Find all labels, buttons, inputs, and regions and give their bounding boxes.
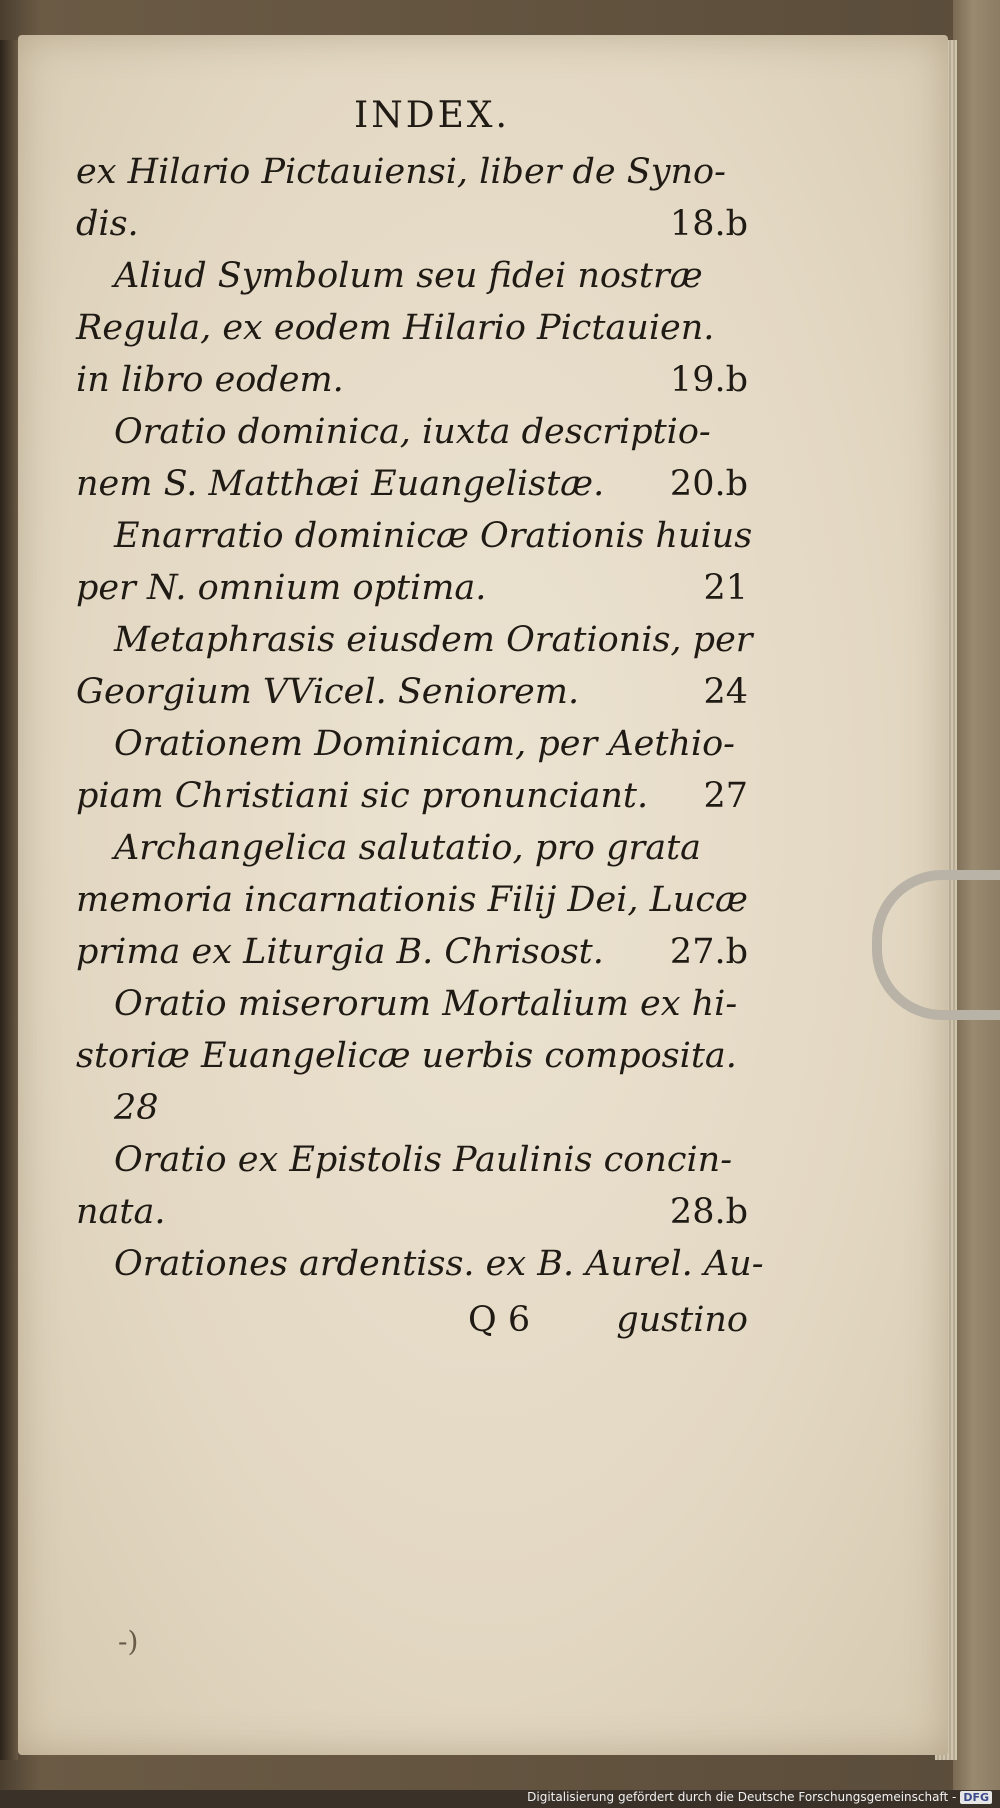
index-line bbox=[76, 250, 748, 302]
margin-mark: -) bbox=[118, 1625, 139, 1658]
index-line bbox=[76, 458, 748, 510]
index-line bbox=[76, 770, 748, 822]
index-text bbox=[76, 90, 764, 1354]
index-line bbox=[76, 666, 748, 718]
folio-reference: 18.b bbox=[669, 204, 748, 244]
index-line-text: per N. omnium optima. bbox=[76, 568, 487, 608]
page-foot bbox=[76, 1294, 748, 1354]
index-line-text: nata. bbox=[76, 1192, 166, 1232]
book-page bbox=[18, 35, 948, 1755]
index-line-text: nem S. Matthæi Euangelistæ. bbox=[76, 464, 605, 504]
index-line bbox=[76, 1238, 764, 1290]
index-line-text: Regula, ex eodem Hilario Pictauien. bbox=[76, 308, 715, 348]
binding bbox=[0, 40, 18, 1760]
index-lines bbox=[76, 146, 764, 1290]
signature-mark: Q 6 bbox=[468, 1300, 531, 1340]
index-line-text: memoria incarnationis Filij Dei, Lucæ bbox=[76, 880, 748, 920]
catchword: gustino bbox=[616, 1300, 748, 1340]
index-line bbox=[76, 302, 748, 354]
index-line-text: Oratio ex Epistolis Paulinis concin- bbox=[114, 1140, 733, 1180]
index-line bbox=[76, 146, 748, 198]
index-line-text: Georgium VVicel. Seniorem. bbox=[76, 672, 580, 712]
page-header: INDEX. bbox=[354, 95, 510, 136]
index-line-text: Metaphrasis eiusdem Orationis, per bbox=[114, 620, 753, 660]
dfg-logo-icon: DFG bbox=[960, 1791, 992, 1804]
index-line-text: storiæ Euangelicæ uerbis composita. bbox=[76, 1036, 737, 1076]
index-line bbox=[76, 198, 748, 250]
folio-reference: 19.b bbox=[669, 360, 748, 400]
index-line bbox=[76, 718, 748, 770]
index-line bbox=[76, 978, 748, 1030]
index-line bbox=[76, 1030, 748, 1082]
index-line bbox=[76, 1186, 748, 1238]
footer-credit: Digitalisierung gefördert durch die Deutsche Forschungsgemeinschaft - bbox=[527, 1790, 957, 1804]
index-line-text: dis. bbox=[76, 204, 139, 244]
index-line-text: 28 bbox=[114, 1088, 159, 1128]
index-line-text: Oratio miserorum Mortalium ex hi- bbox=[114, 984, 738, 1024]
clasp bbox=[872, 870, 1000, 1020]
index-line bbox=[76, 406, 748, 458]
index-line-text: ex Hilario Pictauiensi, liber de Syno- bbox=[76, 152, 726, 192]
folio-reference: 27.b bbox=[669, 932, 748, 972]
index-line bbox=[76, 562, 748, 614]
index-line-text: prima ex Liturgia B. Chrisost. bbox=[76, 932, 604, 972]
index-line-text: Oratio dominica, iuxta descriptio- bbox=[114, 412, 711, 452]
folio-reference: 24 bbox=[703, 672, 748, 712]
folio-reference: 27 bbox=[703, 776, 748, 816]
folio-reference: 28.b bbox=[669, 1192, 748, 1232]
index-line-text: Archangelica salutatio, pro grata bbox=[114, 828, 702, 868]
index-line-text: Aliud Symbolum seu fidei nostræ bbox=[114, 256, 703, 296]
index-line-text: piam Christiani sic pronunciant. bbox=[76, 776, 649, 816]
index-line-text: Orationes ardentiss. ex B. Aurel. Au- bbox=[114, 1244, 764, 1284]
digitization-footer bbox=[527, 1788, 992, 1806]
folio-reference: 20.b bbox=[669, 464, 748, 504]
index-line bbox=[76, 614, 753, 666]
index-line bbox=[76, 1134, 748, 1186]
index-line bbox=[76, 354, 748, 406]
index-line bbox=[76, 822, 748, 874]
index-line bbox=[76, 510, 753, 562]
index-line bbox=[76, 1082, 748, 1134]
index-line-text: in libro eodem. bbox=[76, 360, 344, 400]
folio-reference: 21 bbox=[703, 568, 748, 608]
index-line-text: Orationem Dominicam, per Aethio- bbox=[114, 724, 736, 764]
index-line bbox=[76, 926, 748, 978]
index-line-text: Enarratio dominicæ Orationis huius bbox=[114, 516, 753, 556]
index-line bbox=[76, 874, 748, 926]
